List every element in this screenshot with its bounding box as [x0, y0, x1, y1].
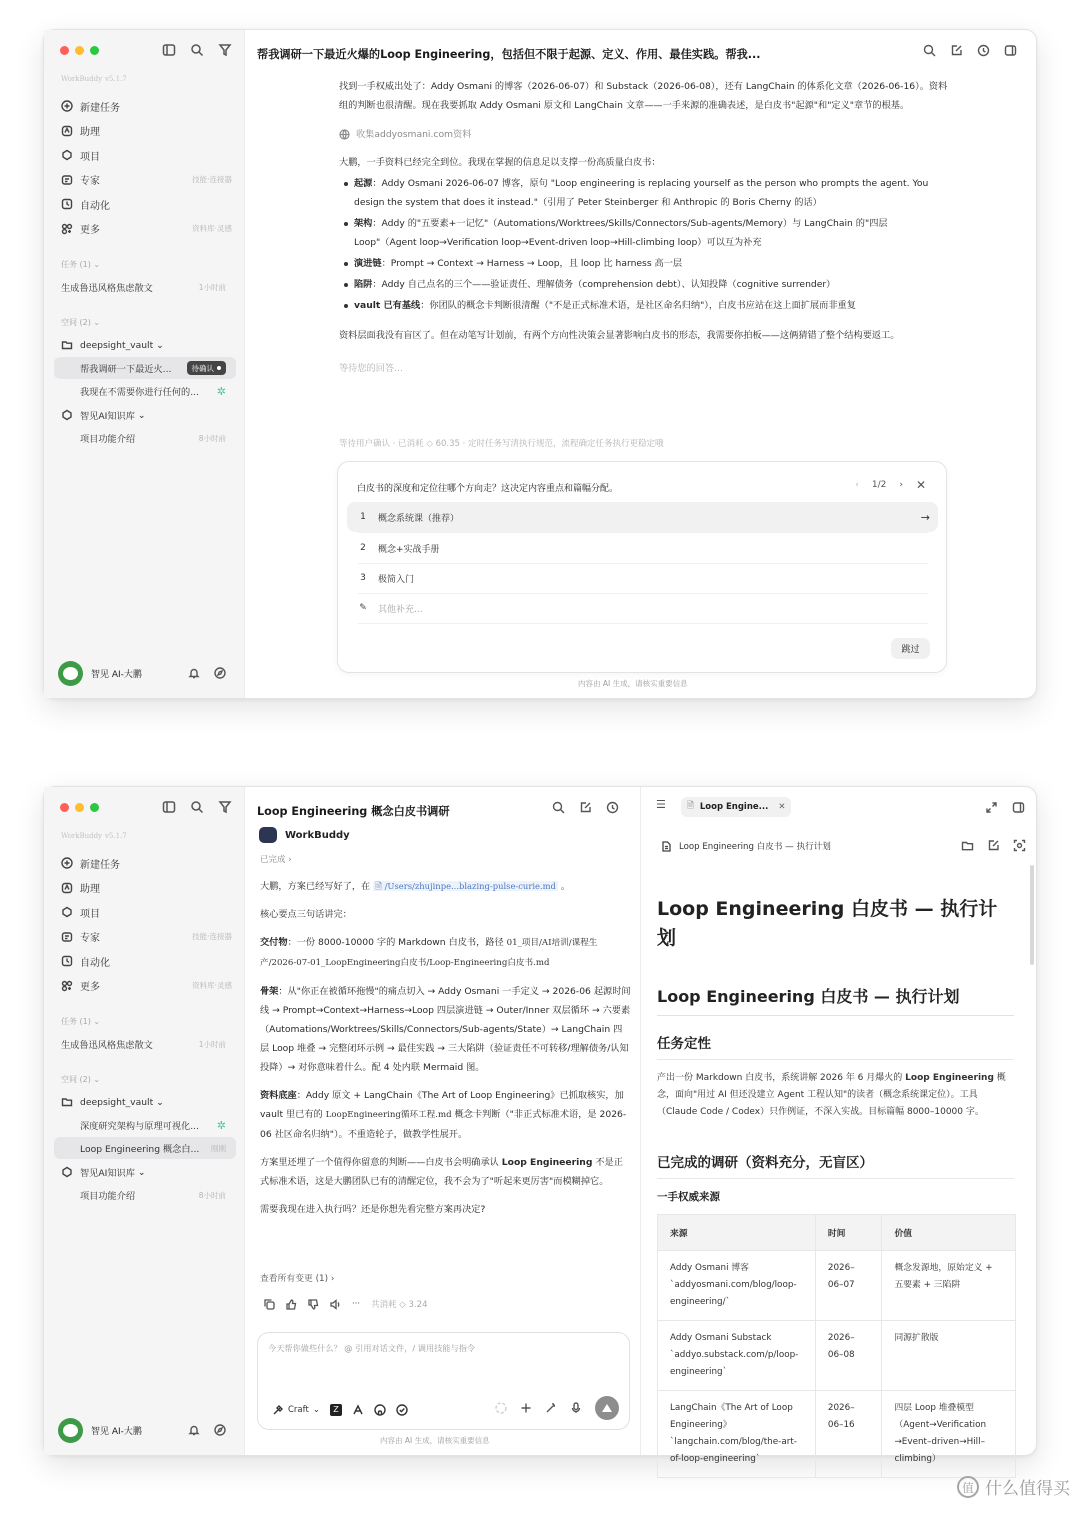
folder-icon — [61, 339, 73, 351]
message-para: 核心要点三句话讲完： — [260, 909, 352, 920]
edit-icon[interactable] — [579, 801, 592, 814]
sidebar-nav — [54, 851, 236, 998]
nav-new-task[interactable] — [54, 851, 236, 876]
consumed-text: 共消耗 ◇ 3.24 — [371, 1300, 428, 1310]
nav-hint: 资料库·灵感 — [192, 981, 232, 991]
nav-label: 新建任务 — [80, 859, 120, 871]
option-3[interactable]: 3 极简入门 — [360, 573, 415, 585]
conversation-label: Loop Engineering 概念白... — [80, 1144, 200, 1155]
nav-label: 助理 — [80, 127, 100, 139]
nav-label: 更多 — [80, 982, 100, 994]
minimize-window-button[interactable] — [75, 803, 84, 812]
copy-icon[interactable] — [264, 1299, 275, 1310]
sidebar-toggle-icon[interactable] — [162, 800, 176, 814]
option-1[interactable]: 1 概念系统课（推荐） → — [347, 502, 938, 532]
plus-circle-icon — [61, 100, 73, 112]
speaker-icon[interactable] — [330, 1299, 341, 1310]
nav-label: 专家 — [80, 176, 100, 188]
question-text: 白皮书的深度和定位往哪个方向走？这决定内容重点和篇幅分配。 — [357, 484, 619, 494]
option-2[interactable]: 2 概念+实战手册 — [360, 543, 440, 555]
grid-icon — [61, 223, 73, 235]
bot-header: WorkBuddy — [259, 827, 350, 843]
clock-icon — [61, 198, 73, 210]
microphone-icon[interactable] — [570, 1402, 582, 1414]
conversation-title: Loop Engineering 概念白皮书调研 — [257, 805, 450, 818]
finding-item: 演进链：Prompt → Context → Harness → Loop，且 loop 比 harness 高一层 — [339, 254, 949, 273]
close-icon[interactable]: ✕ — [915, 478, 926, 492]
sidebar — [44, 30, 245, 698]
message-para: 骨架：从"你正在被循环拖慢"的痛点切入 → Addy Osmani 一手定义 → 2026-06 起源时间线 → Prompt→Context→Harness→Loop 四层演进链 → Outer/Inner 双层循环 → 六要素（Automations/Worktrees/Skills/Connectors/Sub-agents/State）→ LangChain 四层 Loop 堆叠 → 完整闭环示例 → 最佳实践 → 三大陷阱（验证责任不可转移/理解债务/认知投降）→ 对你意味着什么。配 4 处内联 Mermaid 图。 — [260, 986, 631, 1073]
file-icon — [661, 841, 672, 852]
nav-hint: 技能·连接器 — [192, 175, 232, 185]
window-controls — [60, 46, 99, 55]
nav-projects[interactable] — [54, 900, 236, 925]
message-intro: 找到一手权威出处了：Addy Osmani 的博客（2026-06-07）和 Substack（2026-06-08），还有 LangChain 的体系化文章（2026-06-16）。资料组的判断也很清醒。现在我要抓取 Addy Osmani 原文和 LangChain 文章——一手来源的准确表述，是白皮书"起源"和"定义"章节的根基。 — [339, 81, 948, 111]
tool-call-collect[interactable]: 收集addyosmani.com资料 — [339, 125, 949, 144]
expand-icon[interactable] — [985, 801, 998, 814]
compass-icon[interactable] — [214, 1424, 226, 1436]
nav-new-task[interactable] — [54, 94, 236, 119]
watermark: 值 什么值得买 — [957, 1474, 1070, 1499]
tasks-section-header[interactable]: 任务 (1) ⌄ — [61, 260, 101, 269]
panel-toggle-icon[interactable] — [1012, 801, 1025, 814]
space-item-time: 8小时前 — [198, 1190, 226, 1200]
document-icon: 🗎 — [687, 801, 694, 811]
thumbs-down-icon[interactable] — [308, 1299, 319, 1310]
ai-disclaimer: 内容由 AI 生成，请核实重要信息 — [380, 1436, 490, 1445]
conversation-item[interactable] — [54, 1114, 236, 1136]
send-button[interactable] — [595, 1396, 619, 1420]
workbuddy-window-bottom — [43, 786, 1037, 1464]
nav-experts[interactable] — [54, 925, 236, 950]
tool-icon[interactable] — [352, 1404, 364, 1416]
compass-icon[interactable] — [214, 667, 226, 679]
nav-label: 自动化 — [80, 200, 110, 212]
filter-icon[interactable] — [218, 800, 232, 814]
scrollbar[interactable] — [1030, 865, 1034, 965]
close-tab-icon[interactable]: ✕ — [778, 802, 786, 812]
maximize-window-button[interactable] — [90, 46, 99, 55]
search-icon[interactable] — [923, 44, 936, 57]
pending-badge: 待确认 — [187, 361, 227, 375]
chat-main — [245, 30, 1036, 698]
finding-item: 起源：Addy Osmani 2026-06-07 博客，原句 "Loop engineering is replacing yourself as the person who prompts the agent. You design the system that does it instead."（引用了 Peter Steinberger 和 Anthropic 的 Boris Cherny 的话） — [339, 174, 949, 212]
more-icon[interactable]: ··· — [352, 1299, 361, 1309]
assistant-icon — [61, 882, 73, 894]
knowledge-icon — [61, 409, 73, 421]
history-icon[interactable] — [977, 44, 990, 57]
nav-assistant[interactable] — [54, 119, 236, 144]
nav-hint: 技能·连接器 — [192, 932, 232, 942]
table-header: 价值 — [882, 1215, 1016, 1251]
question-pager — [855, 478, 926, 492]
finding-item: 陷阱：Addy 自己点名的三个——验证责任、理解债务（comprehension debt）、认知投降（cognitive surrender） — [339, 275, 949, 294]
conversation-label: 我现在不需要你进行任何的... — [80, 387, 200, 398]
space-knowledge-base[interactable]: 智见AI知识库 ⌄ — [54, 404, 236, 426]
conversation-time: 刚刚 — [211, 1143, 226, 1153]
knowledge-icon — [61, 1166, 73, 1178]
sidebar-toggle-icon[interactable] — [162, 43, 176, 57]
sources-table — [657, 1214, 1016, 1478]
task-label: 生成鲁迅风格焦虑散文 — [61, 283, 153, 294]
search-icon[interactable] — [190, 800, 204, 814]
document-h3: 已完成的调研（资料充分，无盲区） — [657, 1151, 1014, 1179]
space-item[interactable] — [54, 1184, 236, 1206]
maximize-window-button[interactable] — [90, 803, 99, 812]
nav-assistant[interactable] — [54, 876, 236, 901]
app-brand: WorkBuddy v5.1.7 — [61, 832, 127, 840]
task-item[interactable] — [54, 276, 236, 298]
next-page-icon[interactable]: › — [899, 480, 903, 490]
document-h2: Loop Engineering 白皮书 — 执行计划 — [657, 984, 1014, 1016]
avatar — [58, 1418, 83, 1443]
space-label: 智见AI知识库 — [80, 411, 135, 422]
close-window-button[interactable] — [60, 46, 69, 55]
sidebar — [44, 787, 245, 1455]
space-item[interactable] — [54, 427, 236, 449]
waiting-text: 等待您的回答... — [339, 363, 403, 374]
nav-experts[interactable] — [54, 168, 236, 193]
expert-icon — [61, 931, 73, 943]
search-icon[interactable] — [552, 801, 565, 814]
table-row — [658, 1251, 1016, 1321]
completed-toggle[interactable]: 已完成 › — [260, 855, 292, 865]
nav-automation[interactable] — [54, 949, 236, 974]
chat-panel — [245, 787, 641, 1455]
document-h4: 一手权威来源 — [657, 1191, 720, 1203]
conversation-item-active[interactable] — [54, 1137, 236, 1159]
tasks-section-header[interactable]: 任务 (1) ⌄ — [61, 1017, 101, 1026]
view-changes-link[interactable]: 查看所有变更 (1) › — [260, 1274, 335, 1284]
table-cell: 四层 Loop 堆叠模型（Agent→Verification →Event–driven→Hill–climbing） — [882, 1391, 1016, 1478]
table-row — [658, 1321, 1016, 1391]
space-knowledge-base[interactable]: 智见AI知识库 ⌄ — [54, 1161, 236, 1183]
page-indicator: 1/2 — [871, 480, 887, 490]
toc-icon[interactable]: ☰ — [656, 798, 666, 811]
folder-icon[interactable] — [961, 839, 974, 852]
table-cell: 2026–06–16 — [815, 1391, 882, 1478]
user-profile[interactable] — [58, 661, 142, 686]
clock-icon — [61, 955, 73, 967]
edit-icon[interactable] — [950, 44, 963, 57]
spaces-section-header[interactable]: 空间 (2) ⌄ — [61, 1075, 101, 1084]
nav-label: 项目 — [80, 908, 100, 920]
check-badge-icon[interactable] — [396, 1404, 408, 1416]
pencil-icon: ✎ — [359, 603, 367, 613]
message-para: 方案里还埋了一个值得你留意的判断——白皮书会明确承认 Loop Engineering 不是正式标准术语，这是大鹏团队已有的清醒定位，我不会为了"听起来更厉害"而模糊掉它。 — [260, 1157, 623, 1187]
space-deepsight-vault[interactable]: deepsight_vault ⌄ — [54, 334, 236, 356]
craft-icon — [272, 1404, 284, 1416]
task-item[interactable] — [54, 1033, 236, 1055]
ai-disclaimer: 内容由 AI 生成，请核实重要信息 — [578, 679, 688, 688]
message-closing: 资料层面我没有盲区了。但在动笔写计划前，有两个方向性决策会显著影响白皮书的形态，我需要你拍板——这俩猜错了整个结构要返工。 — [339, 330, 900, 341]
table-cell: 概念发源地，原始定义 + 五要素 + 三陷阱 — [882, 1251, 1016, 1321]
table-cell: Addy Osmani 博客 `addyosmani.com/blog/loop-engineering/` — [658, 1251, 816, 1321]
nav-label: 助理 — [80, 884, 100, 896]
loading-spinner-icon — [495, 1402, 507, 1414]
table-cell: LangChain《The Art of Loop Engineering》 `langchain.com/blog/the-art-of-loop-engineering` — [658, 1391, 816, 1478]
table-cell: 同源扩散版 — [882, 1321, 1016, 1391]
nav-label: 新建任务 — [80, 102, 120, 114]
nav-label: 专家 — [80, 933, 100, 945]
nav-hint: 资料库·灵感 — [192, 224, 232, 234]
table-cell: 2026–06–08 — [815, 1321, 882, 1391]
bell-icon[interactable] — [188, 1424, 200, 1436]
assistant-message — [339, 77, 949, 388]
input-placeholder: 今天帮你做些什么？ @ 引用对话文件，/ 调用技能与指令 — [268, 1343, 476, 1353]
arrow-right-icon: → — [920, 510, 930, 524]
edit-icon[interactable] — [987, 839, 1000, 852]
app-brand: WorkBuddy v5.1.7 — [61, 75, 127, 83]
project-icon — [61, 906, 73, 918]
bell-icon[interactable] — [188, 667, 200, 679]
assistant-icon — [61, 125, 73, 137]
nav-more[interactable] — [54, 217, 236, 242]
globe-icon — [339, 129, 350, 140]
status-line: 等待用户确认 · 已消耗 ◇ 60.35 · 定时任务写清执行规范，流程确定任务执行更稳定哦 — [339, 439, 664, 449]
document-h3: 任务定性 — [657, 1032, 1014, 1060]
prev-page-icon[interactable]: ‹ — [855, 480, 859, 490]
loading-sparkle-icon: ✲ — [216, 1118, 226, 1132]
user-name: 智见 AI-大鹏 — [91, 670, 142, 680]
spaces-section-header[interactable]: 空间 (2) ⌄ — [61, 318, 101, 327]
project-icon — [61, 149, 73, 161]
skip-button[interactable]: 跳过 — [891, 638, 930, 659]
task-time: 1小时前 — [198, 282, 226, 292]
nav-label: 自动化 — [80, 957, 110, 969]
file-path-link[interactable]: 🗎 /Users/zhujinpe...blazing-pulse-curie.md — [375, 881, 556, 891]
search-icon[interactable] — [190, 43, 204, 57]
message-para: 需要我现在进入执行吗？还是你想先看完整方案再决定? — [260, 1204, 486, 1215]
workbuddy-logo-icon — [259, 827, 277, 843]
task-time: 1小时前 — [198, 1039, 226, 1049]
magic-wand-icon[interactable] — [545, 1402, 557, 1414]
user-profile[interactable] — [58, 1418, 142, 1443]
task-label: 生成鲁迅风格焦虑散文 — [61, 1040, 153, 1051]
folder-icon — [61, 1096, 73, 1108]
thumbs-up-icon[interactable] — [286, 1299, 297, 1310]
plus-icon[interactable] — [520, 1402, 532, 1414]
filter-icon[interactable] — [218, 43, 232, 57]
conversation-item[interactable] — [54, 380, 236, 402]
space-label: 智见AI知识库 — [80, 1168, 135, 1179]
assistant-message — [260, 877, 631, 1228]
message-para: 大鹏，方案已经写好了，在 🗎 /Users/zhujinpe...blazing-pulse-curie.md 。 — [260, 881, 571, 892]
message-para: 交付物：一份 8000-10000 字的 Markdown 白皮书，路径 01_项目/AI培训/课程生产/2026-07-01_LoopEngineering白皮书/Loop-Engineering白皮书.md — [260, 937, 598, 968]
document-paragraph: 产出一份 Markdown 白皮书，系统讲解 2026 年 6 月爆火的 Loop Engineering 概念，面向"用过 AI 但还没建立 Agent 工程认知"的读者（概念系统课定位）。工具（Claude Code / Codex）只作例证，不深入实战。目标篇幅 8000–10000 字。 — [657, 1073, 1006, 1117]
loading-sparkle-icon: ✲ — [216, 384, 226, 398]
avatar — [58, 661, 83, 686]
message-para: 资料底座：Addy 原文 + LangChain《The Art of Loop Engineering》已抓取核实，加 vault 里已有的 LoopEngineering循环工程.md 概念卡判断（"非正式标准术语，是 2026-06 社区命名归纳"）。不重造轮子，做教学性展开。 — [260, 1090, 627, 1140]
document-file-header: Loop Engineering 白皮书 — 执行计划 — [661, 840, 831, 852]
user-name: 智见 AI-大鹏 — [91, 1427, 142, 1437]
finding-item: vault 已有基线：你团队的概念卡判断很清醒（"不是正式标准术语，是社区命名归纳"），白皮书应站在这上面扩展而非重复 — [339, 296, 949, 315]
document-h1: Loop Engineering 白皮书 — 执行计划 — [657, 898, 998, 949]
table-row — [658, 1391, 1016, 1478]
zcode-app-icon[interactable]: Z — [330, 1404, 342, 1416]
sidebar-nav — [54, 94, 236, 241]
document-tab[interactable]: 🗎 Loop Engine... ✕ — [681, 797, 791, 817]
chat-input[interactable] — [257, 1332, 630, 1430]
window-controls — [60, 803, 99, 812]
message-lead: 大鹏，一手资料已经完全到位。我现在掌握的信息足以支撑一份高质量白皮书： — [339, 157, 661, 168]
conversation-item-active[interactable] — [54, 357, 236, 379]
mode-selector[interactable]: Craft ⌄ — [272, 1404, 320, 1416]
space-item-time: 8小时前 — [198, 433, 226, 443]
space-label: deepsight_vault — [80, 1096, 154, 1108]
github-icon[interactable] — [374, 1404, 386, 1416]
workbuddy-window-top — [43, 29, 1037, 699]
nav-label: 更多 — [80, 225, 100, 237]
table-cell: Addy Osmani Substack `addyo.substack.com/p/loop-engineering` — [658, 1321, 816, 1391]
expert-icon — [61, 174, 73, 186]
smzdm-logo-icon — [957, 1476, 979, 1498]
conversation-label: 深度研究架构与原理可视化... — [80, 1121, 200, 1132]
table-cell: 2026–06–07 — [815, 1251, 882, 1321]
message-actions — [264, 1298, 427, 1310]
document-panel — [641, 787, 1036, 1464]
table-header-row — [658, 1215, 1016, 1251]
nav-label: 项目 — [80, 151, 100, 163]
space-item-label: 项目功能介绍 — [80, 1191, 136, 1202]
table-header: 来源 — [658, 1215, 816, 1251]
plus-circle-icon — [61, 857, 73, 869]
panel-toggle-icon[interactable] — [1004, 44, 1017, 57]
space-label: deepsight_vault — [80, 339, 154, 351]
findings-list — [339, 174, 949, 315]
grid-icon — [61, 980, 73, 992]
conversation-title: 帮我调研一下最近火爆的Loop Engineering，包括但不限于起源、定义、作用、最佳实践。帮我... — [257, 48, 761, 61]
screenshot-icon[interactable] — [1013, 839, 1026, 852]
close-window-button[interactable] — [60, 803, 69, 812]
history-icon[interactable] — [606, 801, 619, 814]
question-card — [337, 461, 947, 673]
space-item-label: 项目功能介绍 — [80, 434, 136, 445]
nav-projects[interactable] — [54, 143, 236, 168]
table-header: 时间 — [815, 1215, 882, 1251]
minimize-window-button[interactable] — [75, 46, 84, 55]
space-deepsight-vault[interactable]: deepsight_vault ⌄ — [54, 1091, 236, 1113]
other-input[interactable]: ✎ 其他补充... — [347, 593, 938, 623]
finding-item: 架构：Addy 的"五要素+一记忆"（Automations/Worktrees/Skills/Connectors/Sub-agents/Memory）与 LangChain 的"四层 Loop"（Agent loop→Verification loop→Event-driven loop→Hill-climbing loop）可以互为补充 — [339, 214, 949, 252]
nav-more[interactable] — [54, 974, 236, 999]
nav-automation[interactable] — [54, 192, 236, 217]
conversation-label: 帮我调研一下最近火... — [80, 364, 172, 375]
